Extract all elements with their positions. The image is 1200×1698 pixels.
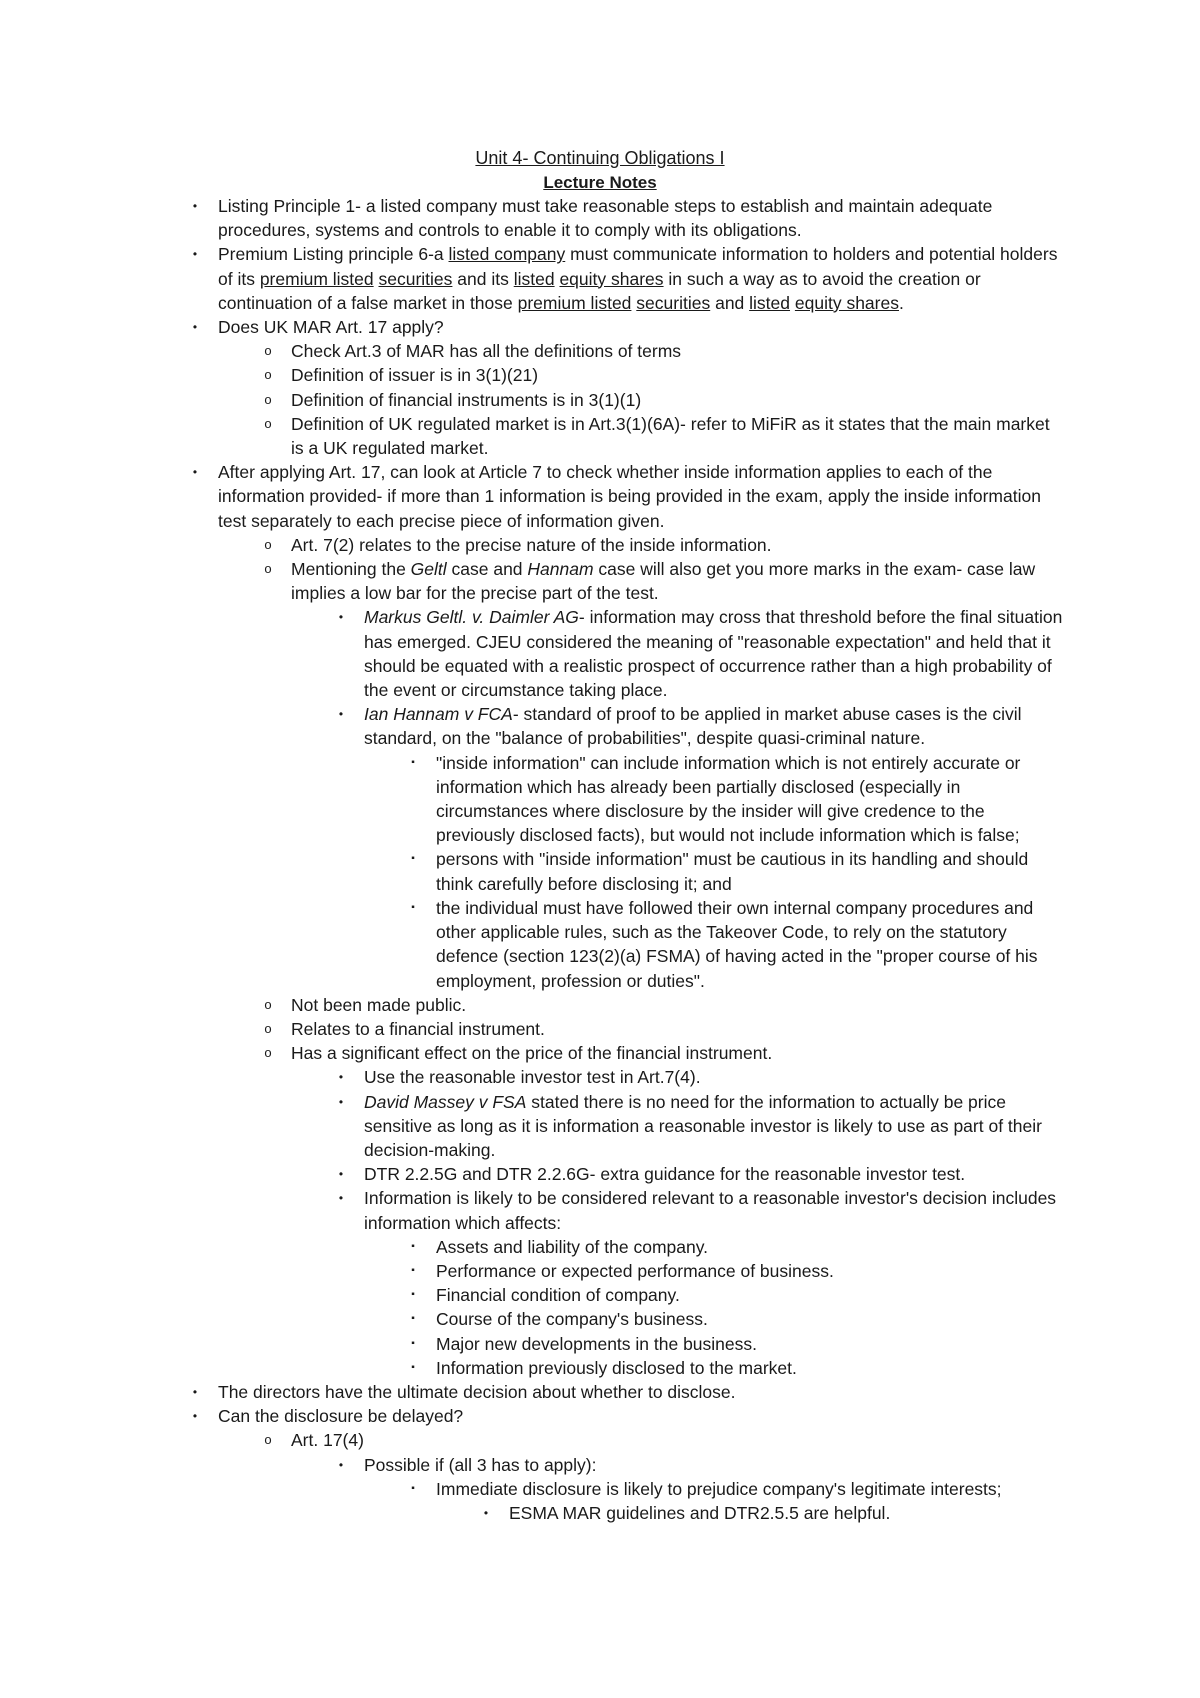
square-bullet-icon: ▪ bbox=[411, 1361, 415, 1373]
square-bullet-icon: ▪ bbox=[411, 1337, 415, 1349]
bullet-icon: • bbox=[192, 247, 198, 262]
square-bullet-icon: ▪ bbox=[411, 756, 415, 768]
list-item: ▪ Information previously disclosed to the market. bbox=[436, 1356, 1066, 1380]
list-item: ▪ Major new developments in the business. bbox=[436, 1332, 1066, 1356]
square-bullet-icon: ▪ bbox=[411, 901, 415, 913]
list-item: • The directors have the ultimate decision about whether to disclose. bbox=[218, 1380, 1058, 1404]
list-item: o Mentioning the Geltl case and Hannam case will also get you more marks in the exam- case law implies a low bar for the precise part of the test. bbox=[291, 557, 1061, 605]
list-item: • DTR 2.2.5G and DTR 2.2.6G- extra guidance for the reasonable investor test. bbox=[364, 1162, 1064, 1186]
document-title: Unit 4- Continuing Obligations I bbox=[475, 148, 725, 168]
list-item: o Art. 7(2) relates to the precise nature of the inside information. bbox=[291, 533, 1061, 557]
circle-bullet-icon: o bbox=[264, 415, 272, 431]
square-bullet-icon: ▪ bbox=[411, 1240, 415, 1252]
square-bullet-icon: ▪ bbox=[411, 853, 415, 865]
circle-bullet-icon: o bbox=[264, 391, 272, 407]
bullet-icon: • bbox=[338, 1191, 344, 1206]
circle-bullet-icon: o bbox=[264, 1045, 272, 1061]
bullet-icon: • bbox=[192, 1384, 198, 1399]
circle-bullet-icon: o bbox=[264, 536, 272, 552]
bullet-icon: • bbox=[338, 1457, 344, 1472]
list-item: • Markus Geltl. v. Daimler AG- information may cross that threshold before the final situation has emerged. CJEU considered the meaning of "reasonable expectation" and held that it should be equated with a realistic prospect of occurrence rather than a high probability of the event or circumstance taking place. bbox=[364, 605, 1064, 702]
list-item: • Can the disclosure be delayed? bbox=[218, 1404, 1058, 1428]
list-item: o Definition of issuer is in 3(1)(21) bbox=[291, 363, 1061, 387]
document-subtitle: Lecture Notes bbox=[543, 173, 657, 192]
notes-list bbox=[0, 194, 1200, 1525]
list-item: • Information is likely to be considered relevant to a reasonable investor's decision includes information which affects: bbox=[364, 1186, 1064, 1234]
list-item: • Listing Principle 1- a listed company must take reasonable steps to establish and maintain adequate procedures, systems and controls to enable it to comply with its obligations. bbox=[218, 194, 1058, 242]
square-bullet-icon: ▪ bbox=[411, 1313, 415, 1325]
circle-bullet-icon: o bbox=[264, 343, 272, 359]
list-item: ▪ Financial condition of company. bbox=[436, 1283, 1066, 1307]
list-item: ▪ Immediate disclosure is likely to prejudice company's legitimate interests; bbox=[436, 1477, 1066, 1501]
square-bullet-icon: ▪ bbox=[411, 1482, 415, 1494]
list-item: ▪ the individual must have followed their own internal company procedures and other applicable rules, such as the Takeover Code, to rely on the statutory defence (section 123(2)(a) FSMA) of having acted in the "proper course of his employment, profession or duties". bbox=[436, 896, 1066, 993]
list-item: • ESMA MAR guidelines and DTR2.5.5 are helpful. bbox=[509, 1501, 1059, 1525]
list-item: o Definition of UK regulated market is in Art.3(1)(6A)- refer to MiFiR as it states that the main market is a UK regulated market. bbox=[291, 412, 1061, 460]
bullet-icon: • bbox=[483, 1505, 489, 1520]
list-item: o Not been made public. bbox=[291, 993, 1061, 1017]
list-item: o Has a significant effect on the price of the financial instrument. bbox=[291, 1041, 1061, 1065]
bullet-icon: • bbox=[338, 707, 344, 722]
list-item: ▪ Performance or expected performance of business. bbox=[436, 1259, 1066, 1283]
bullet-icon: • bbox=[338, 1167, 344, 1182]
circle-bullet-icon: o bbox=[264, 367, 272, 383]
list-item: ▪ "inside information" can include information which is not entirely accurate or information which has already been partially disclosed (especially in circumstances where disclosure by the insider will give credence to the previously disclosed facts), but would not include information which is false; bbox=[436, 751, 1066, 848]
list-item: o Relates to a financial instrument. bbox=[291, 1017, 1061, 1041]
bullet-icon: • bbox=[192, 465, 198, 480]
bullet-icon: • bbox=[338, 1070, 344, 1085]
list-item: • Does UK MAR Art. 17 apply? bbox=[218, 315, 1058, 339]
list-item: o Art. 17(4) bbox=[291, 1428, 1061, 1452]
list-item: • David Massey v FSA stated there is no need for the information to actually be price sensitive as long as it is information a reasonable investor is likely to use as part of their decision-making. bbox=[364, 1090, 1064, 1163]
list-item: • After applying Art. 17, can look at Article 7 to check whether inside information applies to each of the information provided- if more than 1 information is being provided in the exam, apply the inside information test separately to each precise piece of information given. bbox=[218, 460, 1058, 533]
list-item: o Definition of financial instruments is in 3(1)(1) bbox=[291, 388, 1061, 412]
bullet-icon: • bbox=[338, 1094, 344, 1109]
square-bullet-icon: ▪ bbox=[411, 1289, 415, 1301]
circle-bullet-icon: o bbox=[264, 1020, 272, 1036]
list-item: ▪ Course of the company's business. bbox=[436, 1307, 1066, 1331]
square-bullet-icon: ▪ bbox=[411, 1264, 415, 1276]
list-item: o Check Art.3 of MAR has all the definitions of terms bbox=[291, 339, 1061, 363]
bullet-icon: • bbox=[192, 320, 198, 335]
list-item: • Possible if (all 3 has to apply): bbox=[364, 1453, 1064, 1477]
list-item: • Use the reasonable investor test in Art.7(4). bbox=[364, 1065, 1064, 1089]
bullet-icon: • bbox=[192, 1409, 198, 1424]
list-item: ▪ Assets and liability of the company. bbox=[436, 1235, 1066, 1259]
circle-bullet-icon: o bbox=[264, 996, 272, 1012]
list-item: ▪ persons with "inside information" must be cautious in its handling and should think carefully before disclosing it; and bbox=[436, 847, 1066, 895]
circle-bullet-icon: o bbox=[264, 561, 272, 577]
bullet-icon: • bbox=[192, 199, 198, 213]
list-item: • Premium Listing principle 6-a listed company must communicate information to holders and potential holders of its premium listed securities and its listed equity shares in such a way as to avoid the creation or continuation of a false market in those premium listed securities and listed equity shares. bbox=[218, 242, 1058, 315]
list-item: • Ian Hannam v FCA- standard of proof to be applied in market abuse cases is the civil standard, on the "balance of probabilities", despite quasi-criminal nature. bbox=[364, 702, 1064, 750]
circle-bullet-icon: o bbox=[264, 1432, 272, 1448]
bullet-icon: • bbox=[338, 610, 344, 625]
